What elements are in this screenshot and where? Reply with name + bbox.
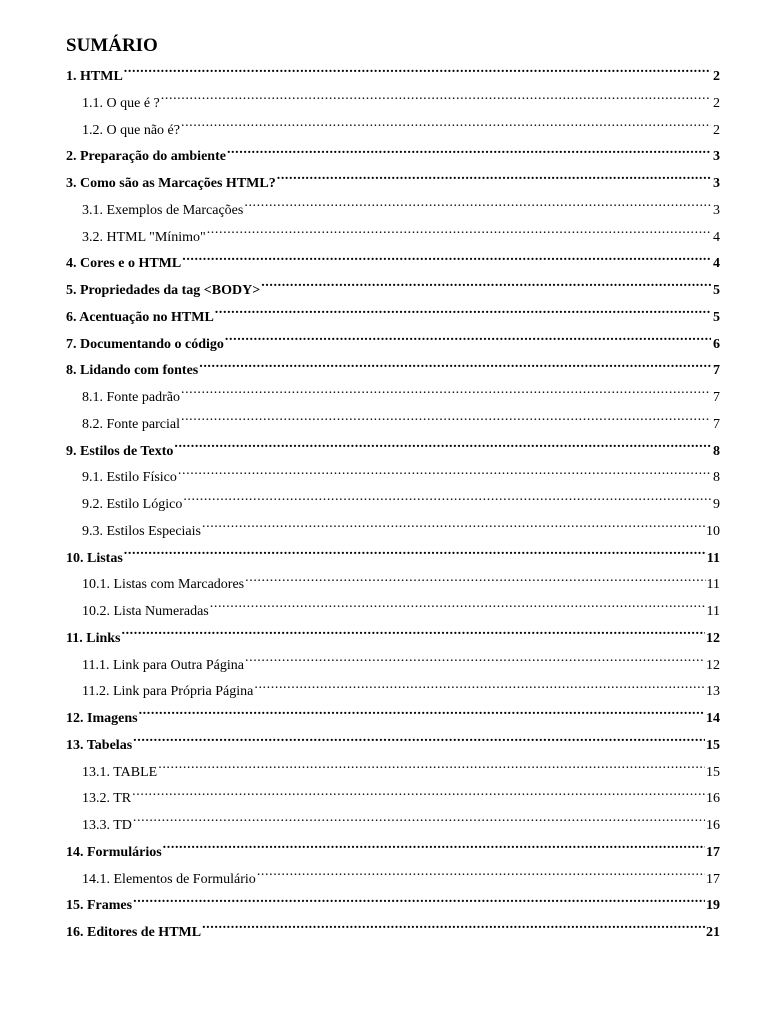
toc-entry-label: 10.1. Listas com Marcadores bbox=[82, 577, 245, 593]
toc-entry-section[interactable] bbox=[66, 599, 720, 626]
toc-entry-page-number: 7 bbox=[713, 416, 720, 432]
toc-entry-page-number: 6 bbox=[713, 336, 720, 352]
toc-entry-page-number: 2 bbox=[713, 95, 720, 111]
toc-entry-section[interactable] bbox=[66, 118, 720, 145]
toc-entry-page-number: 2 bbox=[713, 69, 720, 84]
toc-entry-page-number: 12 bbox=[706, 630, 720, 646]
toc-entry-label: 8. Lidando com fontes bbox=[66, 363, 199, 379]
toc-entry-page-number: 10 bbox=[706, 523, 720, 539]
toc-dot-leader bbox=[181, 120, 711, 134]
toc-entry-page-number: 3 bbox=[713, 202, 720, 218]
toc-entry-chapter[interactable] bbox=[66, 893, 720, 920]
toc-dot-leader bbox=[133, 815, 705, 829]
toc-entry-page-number: 8 bbox=[713, 443, 720, 459]
toc-dot-leader bbox=[207, 227, 711, 241]
toc-entry-label: 3.2. HTML "Mínimo" bbox=[82, 229, 206, 245]
toc-entry-chapter[interactable] bbox=[66, 278, 720, 305]
toc-entry-page-number: 17 bbox=[706, 871, 720, 887]
toc-entry-label: 4. Cores e o HTML bbox=[66, 256, 182, 272]
toc-dot-leader bbox=[244, 200, 711, 214]
toc-entry-page-number: 14 bbox=[706, 711, 720, 726]
toc-dot-leader bbox=[178, 467, 711, 481]
toc-entry-page-number: 15 bbox=[706, 764, 720, 780]
toc-dot-leader bbox=[215, 307, 711, 321]
toc-entry-chapter[interactable] bbox=[66, 251, 720, 278]
toc-entry-page-number: 11 bbox=[706, 550, 720, 566]
toc-dot-leader bbox=[254, 681, 705, 695]
toc-dot-leader bbox=[124, 66, 711, 80]
toc-entry-page-number: 16 bbox=[706, 818, 720, 833]
toc-entry-page-number: 11 bbox=[706, 577, 720, 593]
toc-dot-leader bbox=[124, 548, 706, 562]
toc-entry-label: 3. Como são as Marcações HTML? bbox=[66, 176, 276, 191]
toc-entry-label: 14. Formulários bbox=[66, 844, 162, 860]
toc-entry-label: 9.3. Estilos Especiais bbox=[82, 523, 201, 539]
toc-dot-leader bbox=[181, 387, 711, 401]
toc-entry-label: 14.1. Elementos de Formulário bbox=[82, 871, 256, 887]
toc-entry-label: 3.1. Exemplos de Marcações bbox=[82, 202, 244, 218]
toc-dot-leader bbox=[158, 762, 705, 776]
toc-entry-section[interactable] bbox=[66, 786, 720, 813]
toc-dot-leader bbox=[257, 869, 705, 883]
toc-entry-label: 8.2. Fonte parcial bbox=[82, 416, 180, 432]
toc-entry-label: 13.2. TR bbox=[82, 791, 132, 807]
toc-dot-leader bbox=[139, 708, 705, 722]
toc-entry-section[interactable] bbox=[66, 91, 720, 118]
toc-entry-label: 13. Tabelas bbox=[66, 737, 133, 753]
toc-entry-chapter[interactable] bbox=[66, 706, 720, 733]
toc-entry-label: 8.1. Fonte padrão bbox=[82, 390, 180, 405]
table-of-contents bbox=[66, 64, 720, 947]
toc-entry-page-number: 19 bbox=[706, 898, 720, 914]
toc-entry-chapter[interactable] bbox=[66, 920, 720, 947]
toc-entry-page-number: 17 bbox=[706, 844, 720, 860]
toc-dot-leader bbox=[245, 574, 705, 588]
toc-entry-page-number: 3 bbox=[713, 176, 720, 191]
toc-entry-section[interactable] bbox=[66, 198, 720, 225]
toc-entry-page-number: 16 bbox=[706, 791, 720, 807]
toc-entry-section[interactable] bbox=[66, 572, 720, 599]
toc-entry-chapter[interactable] bbox=[66, 305, 720, 332]
toc-entry-section[interactable] bbox=[66, 867, 720, 894]
toc-entry-section[interactable] bbox=[66, 465, 720, 492]
toc-entry-page-number: 11 bbox=[706, 604, 720, 619]
toc-entry-label: 1. HTML bbox=[66, 69, 123, 84]
toc-entry-label: 9. Estilos de Texto bbox=[66, 443, 174, 459]
toc-entry-page-number: 7 bbox=[713, 363, 720, 379]
toc-dot-leader bbox=[225, 334, 711, 348]
toc-entry-section[interactable] bbox=[66, 492, 720, 519]
toc-dot-leader bbox=[202, 922, 705, 936]
toc-entry-label: 9.2. Estilo Lógico bbox=[82, 497, 183, 512]
toc-entry-chapter[interactable] bbox=[66, 64, 720, 91]
toc-dot-leader bbox=[132, 788, 705, 802]
toc-entry-label: 11.1. Link para Outra Página bbox=[82, 657, 244, 673]
toc-dot-leader bbox=[161, 93, 711, 107]
toc-entry-section[interactable] bbox=[66, 653, 720, 680]
toc-entry-label: 13.3. TD bbox=[82, 818, 132, 833]
toc-dot-leader bbox=[245, 655, 705, 669]
toc-entry-page-number: 21 bbox=[706, 925, 720, 940]
toc-entry-page-number: 4 bbox=[713, 256, 720, 272]
toc-entry-chapter[interactable] bbox=[66, 733, 720, 760]
toc-entry-label: 11.2. Link para Própria Página bbox=[82, 684, 254, 700]
toc-entry-page-number: 15 bbox=[706, 737, 720, 753]
toc-entry-page-number: 2 bbox=[713, 122, 720, 138]
toc-entry-label: 10.2. Lista Numeradas bbox=[82, 604, 209, 619]
toc-title: SUMÁRIO bbox=[66, 35, 158, 56]
toc-entry-chapter[interactable] bbox=[66, 546, 720, 573]
toc-entry-label: 13.1. TABLE bbox=[82, 764, 158, 780]
toc-entry-section[interactable] bbox=[66, 385, 720, 412]
toc-entry-label: 16. Editores de HTML bbox=[66, 925, 202, 940]
toc-entry-page-number: 3 bbox=[713, 149, 720, 165]
toc-entry-chapter[interactable] bbox=[66, 626, 720, 653]
toc-entry-chapter[interactable] bbox=[66, 358, 720, 385]
toc-entry-section[interactable] bbox=[66, 679, 720, 706]
toc-dot-leader bbox=[182, 253, 711, 267]
toc-entry-page-number: 5 bbox=[713, 309, 720, 325]
toc-dot-leader bbox=[163, 842, 705, 856]
toc-dot-leader bbox=[261, 280, 711, 294]
toc-entry-section[interactable] bbox=[66, 760, 720, 787]
toc-entry-label: 10. Listas bbox=[66, 550, 123, 566]
toc-dot-leader bbox=[202, 521, 705, 535]
toc-entry-section[interactable] bbox=[66, 519, 720, 546]
toc-entry-label: 15. Frames bbox=[66, 898, 133, 914]
toc-dot-leader bbox=[183, 494, 711, 508]
toc-entry-chapter[interactable] bbox=[66, 332, 720, 359]
toc-entry-chapter[interactable] bbox=[66, 840, 720, 867]
toc-entry-section[interactable] bbox=[66, 412, 720, 439]
toc-entry-label: 5. Propriedades da tag <BODY> bbox=[66, 283, 261, 298]
toc-entry-label: 12. Imagens bbox=[66, 711, 138, 726]
toc-dot-leader bbox=[133, 735, 705, 749]
toc-entry-page-number: 7 bbox=[713, 390, 720, 405]
toc-entry-page-number: 9 bbox=[713, 497, 720, 512]
toc-dot-leader bbox=[181, 414, 711, 428]
toc-entry-label: 11. Links bbox=[66, 630, 121, 646]
toc-dot-leader bbox=[277, 173, 711, 187]
toc-entry-label: 7. Documentando o código bbox=[66, 336, 224, 352]
toc-dot-leader bbox=[133, 895, 705, 909]
toc-entry-section[interactable] bbox=[66, 225, 720, 252]
toc-entry-page-number: 12 bbox=[706, 657, 720, 673]
toc-entry-page-number: 4 bbox=[713, 229, 720, 245]
toc-dot-leader bbox=[121, 628, 705, 642]
toc-entry-label: 6. Acentuação no HTML bbox=[66, 309, 214, 325]
toc-dot-leader bbox=[174, 441, 711, 455]
toc-entry-page-number: 13 bbox=[706, 684, 720, 700]
toc-dot-leader bbox=[227, 146, 711, 160]
toc-entry-page-number: 8 bbox=[713, 470, 720, 486]
toc-entry-chapter[interactable] bbox=[66, 171, 720, 198]
toc-entry-label: 1.1. O que é ? bbox=[82, 95, 160, 111]
toc-entry-label: 2. Preparação do ambiente bbox=[66, 149, 226, 165]
toc-dot-leader bbox=[210, 601, 706, 615]
toc-entry-label: 1.2. O que não é? bbox=[82, 122, 180, 138]
toc-entry-label: 9.1. Estilo Físico bbox=[82, 470, 177, 486]
toc-entry-chapter[interactable] bbox=[66, 144, 720, 171]
toc-entry-page-number: 5 bbox=[713, 283, 720, 298]
toc-entry-section[interactable] bbox=[66, 813, 720, 840]
toc-entry-chapter[interactable] bbox=[66, 439, 720, 466]
toc-dot-leader bbox=[199, 360, 711, 374]
